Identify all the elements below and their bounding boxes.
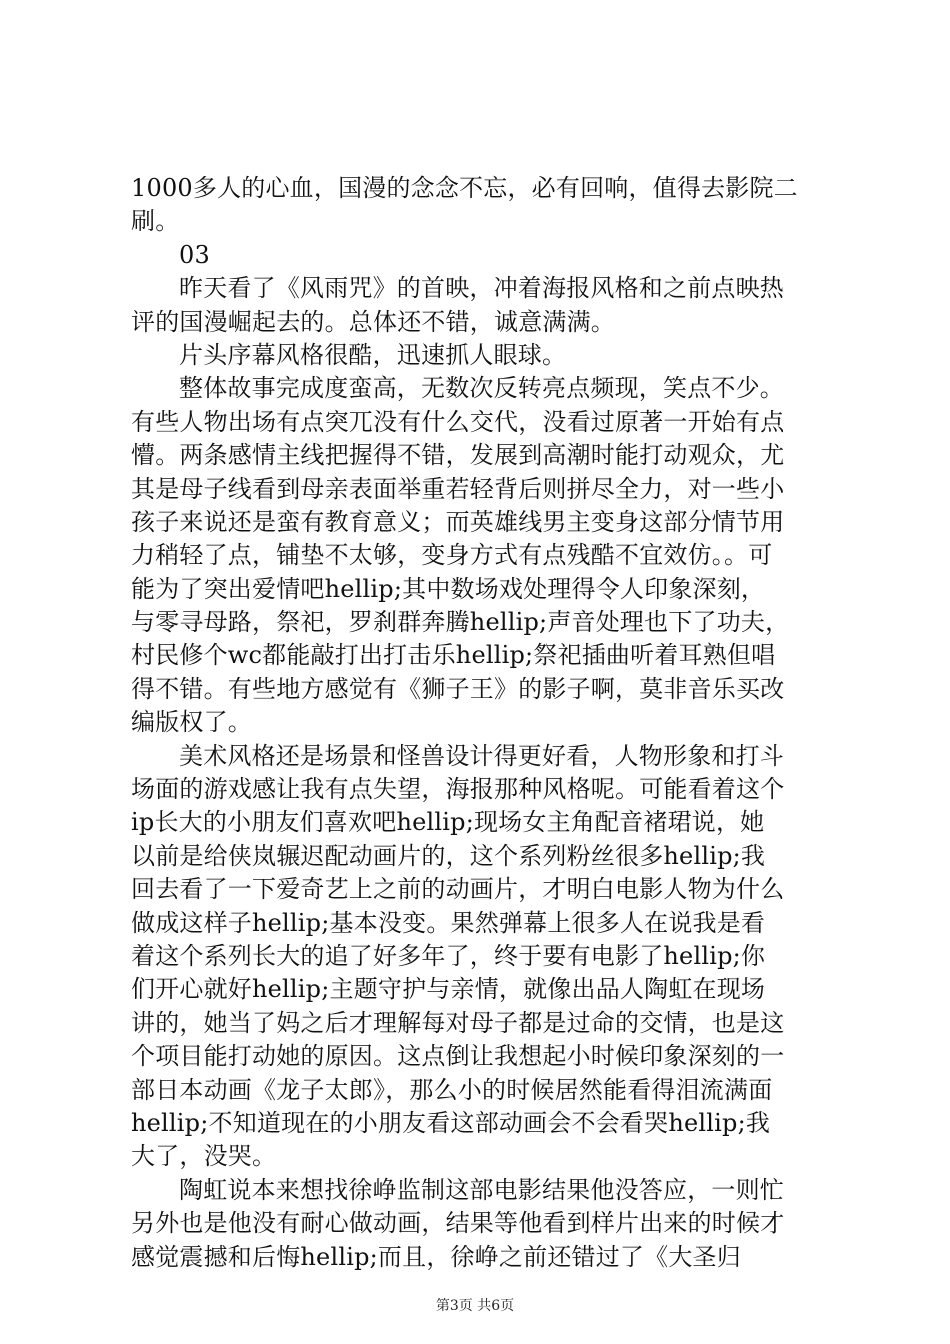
text-line: 讲的，她当了妈之后才理解每对母子都是过命的交情，也是这 — [131, 1008, 785, 1037]
text-line: hellip;不知道现在的小朋友看这部动画会不会看哭hellip;我 — [131, 1108, 771, 1137]
text-line: 个项目能打动她的原因。这点倒让我想起小时候印象深刻的一 — [131, 1042, 785, 1071]
text-line: 力稍轻了点，铺垫不太够，变身方式有点残酷不宜效仿。。可 — [131, 541, 773, 570]
text-line: 们开心就好hellip;主题守护与亲情，就像出品人陶虹在现场 — [131, 975, 766, 1004]
text-line: 能为了突出爱情吧hellip;其中数场戏处理得令人印象深刻， — [131, 574, 766, 603]
text-line: 有些人物出场有点突兀没有什么交代，没看过原著一开始有点 — [131, 407, 785, 436]
paragraph-start: 陶虹说本来想找徐峥监制这部电影结果他没答应，一则忙 — [179, 1175, 784, 1204]
text-line: 回去看了一下爱奇艺上之前的动画片，才明白电影人物为什么 — [131, 875, 785, 904]
document-body — [131, 172, 831, 1274]
page-footer — [0, 1297, 950, 1315]
section-number: 03 — [179, 240, 210, 269]
text-line: 以前是给侠岚辗迟配动画片的，这个系列粉丝很多hellip;我 — [131, 841, 766, 870]
text-line: 其是母子线看到母亲表面举重若轻背后则拼尽全力，对一些小 — [131, 474, 785, 503]
text-line: 村民修个wc都能敲打出打击乐hellip;祭祀插曲听着耳熟但唱 — [131, 641, 776, 670]
paragraph-start: 昨天看了《风雨咒》的首映，冲着海报风格和之前点映热 — [179, 274, 784, 303]
text-line: 得不错。有些地方感觉有《狮子王》的影子啊，莫非音乐买改 — [131, 674, 785, 703]
text-line: 着这个系列长大的追了好多年了，终于要有电影了hellip;你 — [131, 941, 766, 970]
text-line: 另外也是他没有耐心做动画，结果等他看到样片出来的时候才 — [131, 1209, 785, 1238]
page-number-label: 第3页 共6页 — [435, 1298, 515, 1314]
text-line: 场面的游戏感让我有点失望，海报那种风格呢。可能看着这个 — [131, 775, 785, 804]
text-line: 懵。两条感情主线把握得不错，发展到高潮时能打动观众，尤 — [131, 441, 785, 470]
text-line: 部日本动画《龙子太郎》，那么小的时候居然能看得泪流满面 — [131, 1075, 773, 1104]
text-line: 孩子来说还是蛮有教育意义；而英雄线男主变身这部分情节用 — [131, 507, 785, 536]
text-line: 与零寻母路，祭祀，罗刹群奔腾hellip;声音处理也下了功夫， — [131, 608, 790, 637]
paragraph-start: 美术风格还是场景和怪兽设计得更好看，人物形象和打斗 — [179, 741, 784, 770]
paragraph-start: 片头序幕风格很酷，迅速抓人眼球。 — [179, 340, 567, 369]
text-line: 1000多人的心血，国漫的念念不忘，必有回响，值得去影院二 — [131, 174, 798, 202]
text-line: 评的国漫崛起去的。总体还不错，诚意满满。 — [131, 307, 615, 336]
text-line: 大了，没哭。 — [131, 1142, 277, 1171]
text-line: 编版权了。 — [131, 708, 252, 737]
text-line: 刷。 — [131, 207, 180, 236]
paragraph-start: 整体故事完成度蛮高，无数次反转亮点频现，笑点不少。 — [179, 374, 784, 403]
text-line: 感觉震撼和后悔hellip;而且，徐峥之前还错过了《大圣归 — [131, 1242, 741, 1271]
text-line: ip长大的小朋友们喜欢吧hellip;现场女主角配音褚珺说，她 — [131, 808, 765, 837]
text-line: 做成这样子hellip;基本没变。果然弹幕上很多人在说我是看 — [131, 908, 766, 937]
